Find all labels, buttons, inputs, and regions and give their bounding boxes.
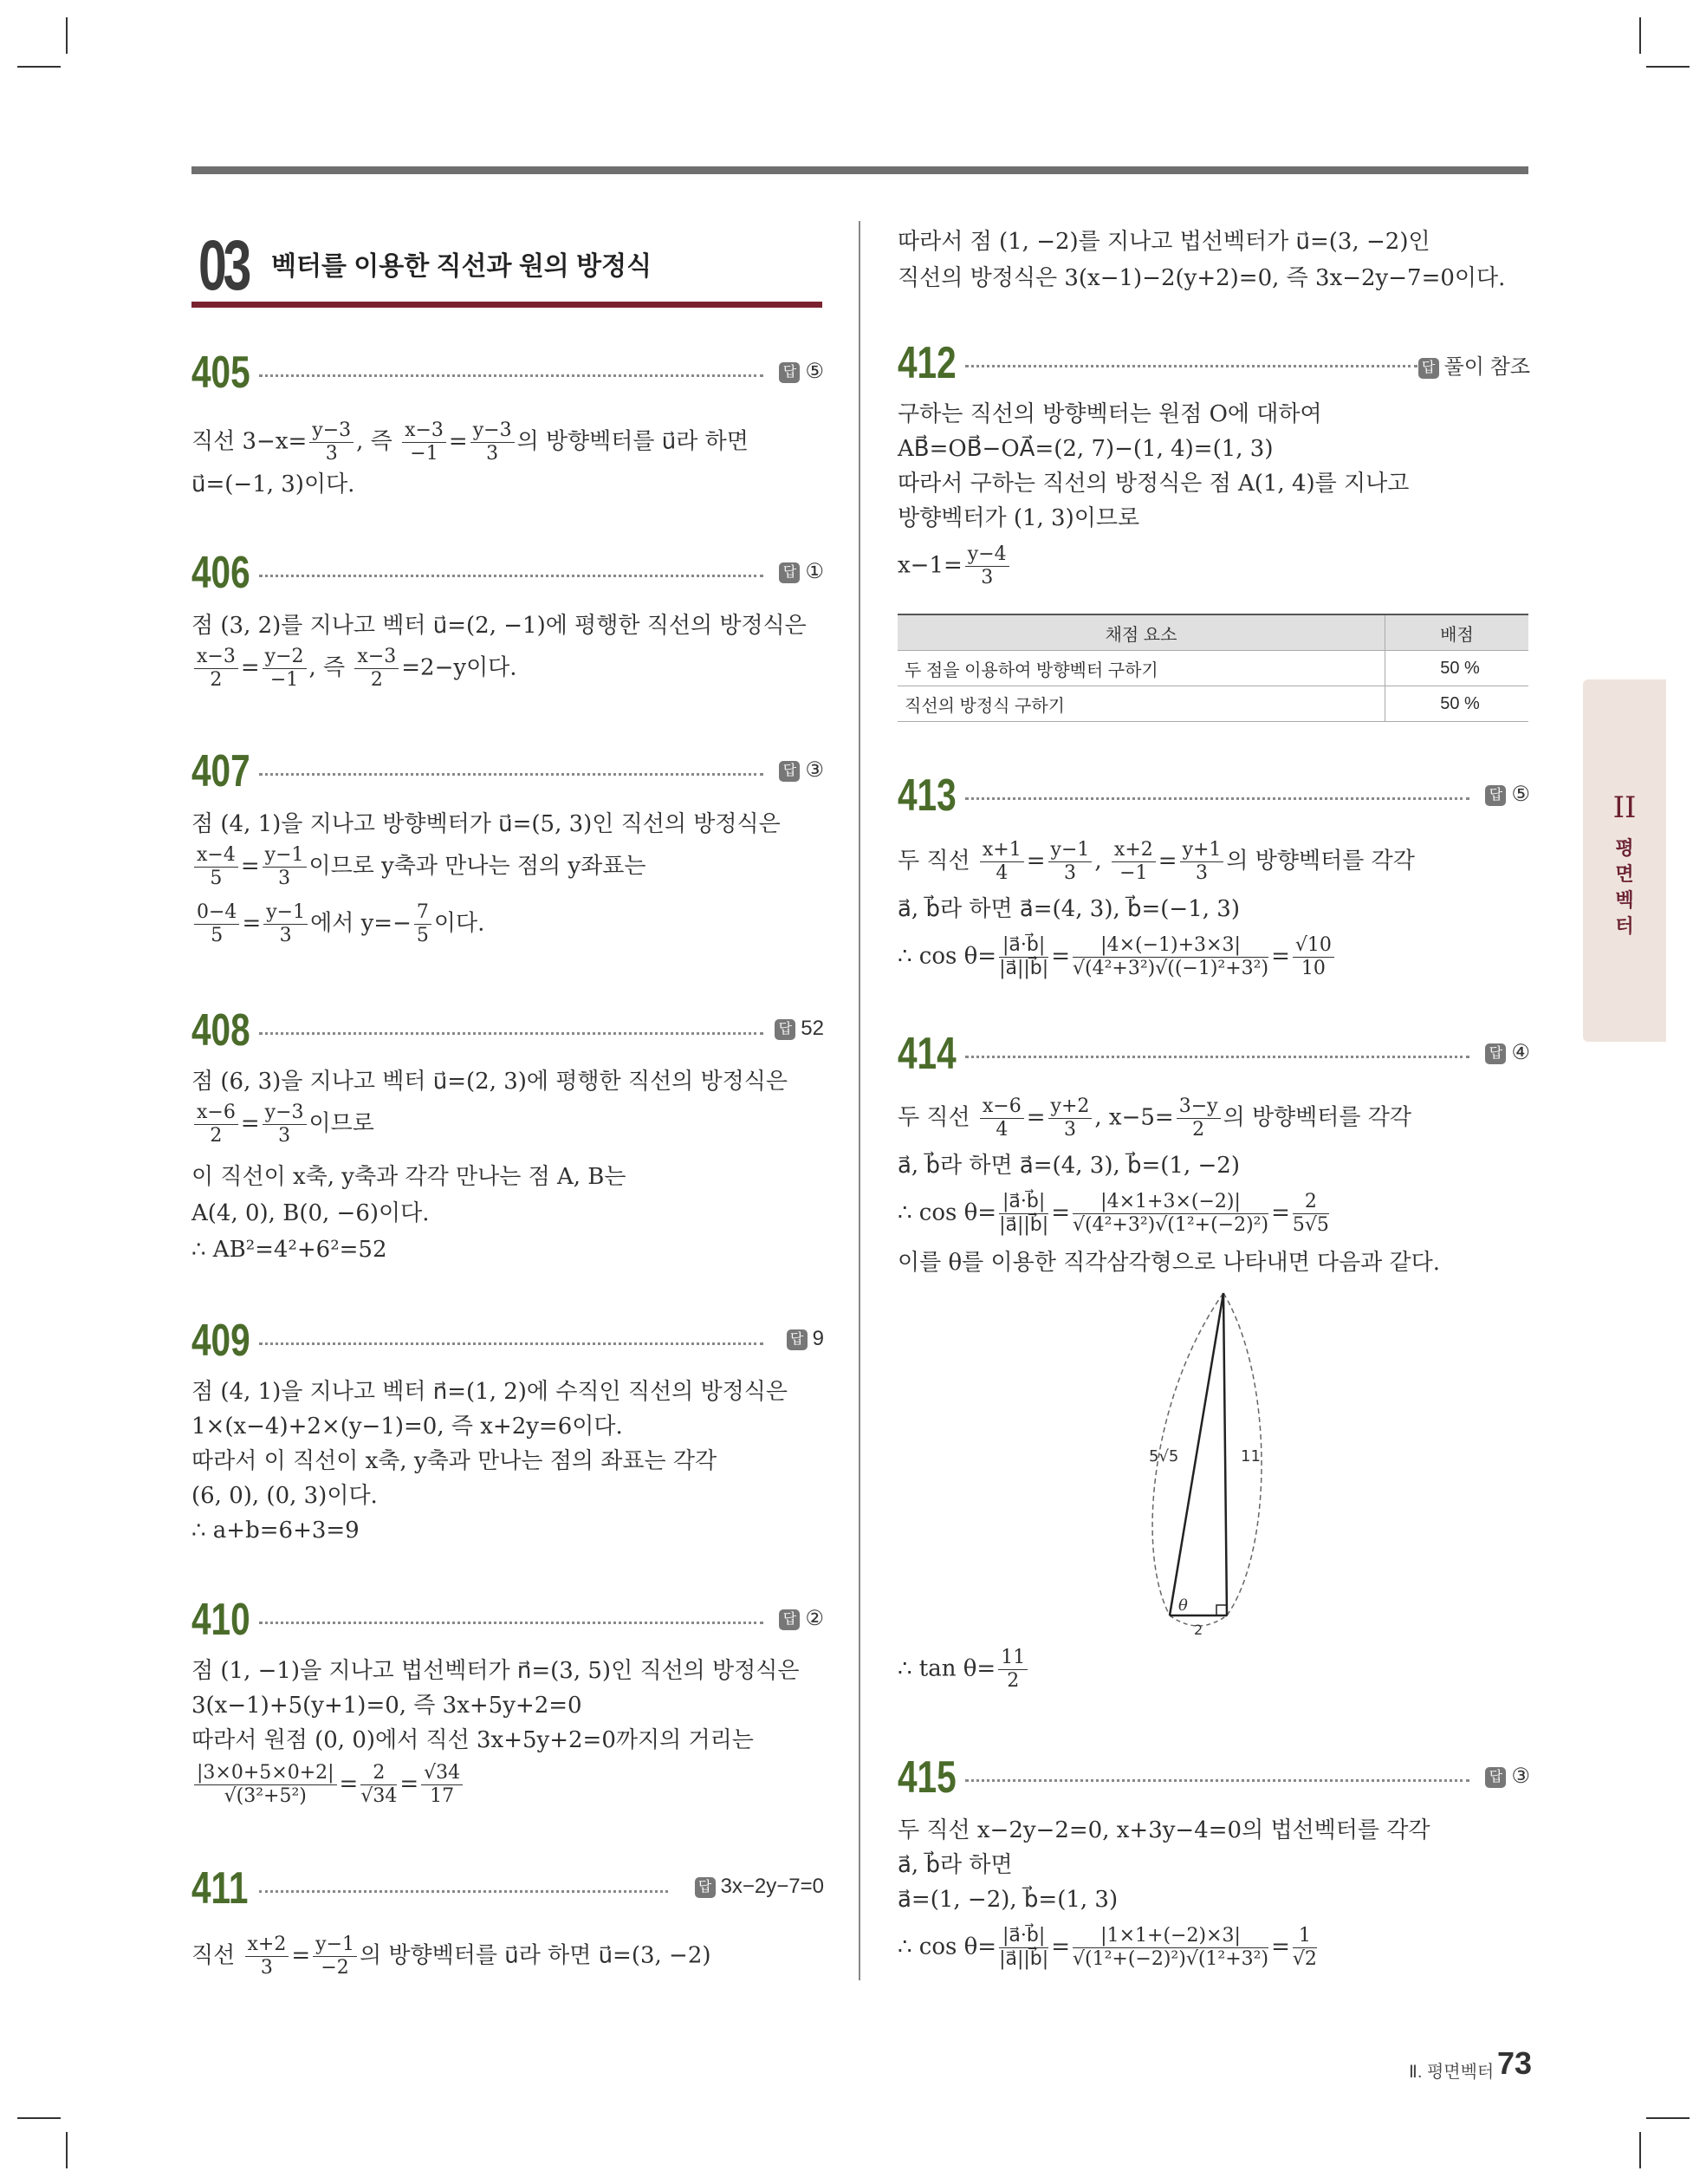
- answer: 답 ②: [779, 1606, 824, 1631]
- label-theta: θ: [1178, 1596, 1188, 1615]
- numerator: x−4: [194, 844, 238, 868]
- fraction: [1048, 839, 1093, 885]
- answer-badge-icon: 답: [1418, 358, 1439, 379]
- fraction: [470, 419, 515, 465]
- fraction: [998, 1647, 1028, 1693]
- solution-line: u⃗=(−1, 3)이다.: [191, 471, 355, 497]
- leader-dots: [259, 374, 763, 377]
- numerator: y−3: [470, 419, 515, 443]
- solution-line: ∴ cos θ= $\frac{|a⃗\cdot b⃗|}{|a⃗||b⃗|}$ = $\frac{|4\times(-1)+3\times 3|}{\text{√(4²+3²)√((−1)²+3²)}}$ = $\frac{√10}{10}$: [898, 934, 1337, 980]
- denominator: 5: [416, 925, 429, 946]
- top-rule: [191, 166, 1528, 174]
- numerator: |a⃗·b⃗|: [999, 934, 1048, 958]
- denominator: 5: [210, 868, 223, 889]
- problem-number: 415: [898, 1752, 957, 1803]
- numerator: |4×(−1)+3×3|: [1073, 934, 1268, 958]
- fraction: [245, 1934, 289, 1979]
- denominator: −2: [321, 1957, 349, 1979]
- fraction: [980, 839, 1024, 885]
- answer-badge-icon: 답: [1485, 785, 1506, 806]
- solution-line: $\frac{|3\times 0+5\times 0+2|}{\text{√(3²+5²)}}$ = $\frac{2}{√34}$ = $\frac{√34}{17}$: [191, 1762, 465, 1808]
- fraction: [402, 419, 446, 465]
- problem-number: 405: [191, 348, 250, 398]
- crop-mark: [1639, 2132, 1641, 2168]
- denominator: 5√5: [1292, 1214, 1329, 1236]
- numerator: 11: [998, 1647, 1028, 1670]
- solution-line: 방향벡터가 (1, 3)이므로: [898, 505, 1140, 531]
- answer: 답 ①: [779, 559, 824, 584]
- numerator: |4×1+3×(−2)|: [1073, 1191, 1268, 1214]
- table-header: 채점 요소: [898, 614, 1385, 651]
- solution-line: 직선 3−x= $\frac{y-3}{3}$ , 즉 $\frac{x-3}{-1}$ = $\frac{y-3}{3}$ 의 방향벡터를 u⃗라 하면: [191, 419, 749, 465]
- label-vertical: 11: [1241, 1447, 1261, 1466]
- solution-line: $\frac{x-3}{2}$ = $\frac{y-2}{-1}$ , 즉 $\frac{x-3}{2}$ =2−y이다.: [191, 646, 517, 692]
- solution-line: a⃗=(1, −2), b⃗=(1, 3): [898, 1887, 1119, 1913]
- answer: 답 ⑤: [1485, 782, 1530, 807]
- numerator: 2: [1293, 1191, 1329, 1214]
- fraction: [1073, 1925, 1268, 1971]
- leader-dots: [259, 1622, 763, 1624]
- problem-number: 410: [191, 1595, 250, 1645]
- fraction: [263, 1102, 307, 1147]
- answer-badge-icon: 답: [1485, 1767, 1506, 1788]
- chapter-side-tab[interactable]: [1583, 679, 1666, 1042]
- fraction: [263, 646, 307, 692]
- vertical-side: [1223, 1293, 1227, 1615]
- chapter-vertical-label: 평 면 벡 터: [1615, 837, 1634, 937]
- numerator: x+1: [980, 839, 1024, 862]
- denominator: 3: [1195, 862, 1208, 884]
- solution-line: (6, 0), (0, 3)이다.: [191, 1483, 378, 1509]
- denominator: |a⃗||b⃗|: [999, 1214, 1049, 1236]
- denominator: 3: [325, 443, 338, 465]
- denominator: √2: [1292, 1948, 1317, 1970]
- denominator: 3: [1063, 1119, 1076, 1141]
- numerator: y+2: [1048, 1095, 1093, 1119]
- solution-line: a⃗, b⃗라 하면 a⃗=(4, 3), b⃗=(1, −2): [898, 1153, 1240, 1179]
- solution-line: 1×(x−4)+2×(y−1)=0, 즉 x+2y=6이다.: [191, 1414, 623, 1440]
- solution-line: 두 직선 x−2y−2=0, x+3y−4=0의 법선벡터를 각각: [898, 1817, 1430, 1843]
- solution-line: 두 직선 $\frac{x+1}{4}$ = $\frac{y-1}{3}$ , $\frac{x+2}{-1}$ = $\frac{y+1}{3}$ 의 방향벡터를 각각: [898, 839, 1415, 884]
- numerator: x−3: [354, 646, 399, 669]
- fraction: [1177, 1095, 1221, 1141]
- fraction: [194, 901, 239, 947]
- problem-number: 413: [898, 770, 957, 821]
- numerator: 0−4: [194, 901, 239, 925]
- fraction: [1180, 839, 1224, 885]
- denominator: −1: [410, 443, 438, 465]
- numerator: y−1: [263, 901, 308, 925]
- problem-number: 414: [898, 1029, 957, 1079]
- leader-dots: [965, 1056, 1469, 1058]
- numerator: y−1: [313, 1934, 357, 1957]
- fraction: [999, 1191, 1048, 1237]
- leader-dots: [965, 365, 1417, 367]
- denominator: 3: [260, 1957, 273, 1979]
- numerator: x+2: [1112, 839, 1156, 862]
- numerator: 7: [414, 901, 431, 925]
- denominator: −1: [1119, 862, 1148, 884]
- answer-badge-icon: 답: [779, 362, 800, 383]
- solution-line: 직선의 방정식은 3(x−1)−2(y+2)=0, 즉 3x−2y−7=0이다.: [898, 265, 1506, 291]
- label-hypotenuse: 5√5: [1149, 1447, 1179, 1466]
- solution-line: 따라서 구하는 직선의 방정식은 점 A(1, 4)를 지나고: [898, 471, 1410, 497]
- denominator: 3: [278, 1125, 291, 1147]
- problem-number: 411: [191, 1863, 249, 1914]
- fraction: [1293, 1191, 1329, 1237]
- column-divider: [859, 221, 860, 1980]
- solution-line: 구하는 직선의 방향벡터는 원점 O에 대하여: [898, 401, 1322, 427]
- section-header: [191, 227, 822, 308]
- fraction: [194, 646, 238, 692]
- solution-line: A(4, 0), B(0, −6)이다.: [191, 1200, 430, 1226]
- numerator: |a⃗·b⃗|: [999, 1925, 1048, 1948]
- fraction: [1073, 934, 1268, 980]
- solution-line: ∴ cos θ= $\frac{|a⃗\cdot b⃗|}{|a⃗||b⃗|}$ = $\frac{|1\times 1+(-2)\times 3|}{\text{√(1²+(−2)²)√(1²+3²)}}$ = $\frac{1}{√2}$: [898, 1925, 1317, 1970]
- solution-line: ∴ a+b=6+3=9: [191, 1518, 360, 1544]
- answer-badge-icon: 답: [779, 562, 800, 583]
- chapter-roman-numeral: II: [1612, 790, 1637, 825]
- fraction: [1293, 934, 1334, 980]
- denominator: 3: [279, 925, 292, 946]
- solution-line: ∴ tan θ= $\frac{11}{2}$: [898, 1647, 1030, 1693]
- denominator: 17: [430, 1785, 455, 1807]
- numerator: 1: [1293, 1925, 1317, 1948]
- denominator: 2: [210, 669, 223, 691]
- right-angle-mark: [1216, 1605, 1227, 1615]
- table-row: 직선의 방정식 구하기 50 %: [898, 686, 1528, 722]
- denominator: √34: [360, 1785, 398, 1807]
- denominator: 3: [981, 567, 994, 588]
- problem-number: 412: [898, 338, 957, 388]
- answer: 답 풀이 참조: [1418, 349, 1530, 380]
- denominator: 3: [278, 868, 291, 889]
- problem-number: 408: [191, 1005, 250, 1056]
- denominator: |a⃗||b⃗|: [999, 958, 1049, 979]
- solution-line: a⃗, b⃗라 하면: [898, 1852, 1013, 1878]
- leader-dots: [259, 1032, 763, 1035]
- answer-badge-icon: 답: [779, 1609, 800, 1630]
- solution-line: 두 직선 $\frac{x-6}{4}$ = $\frac{y+2}{3}$ , x−5= $\frac{3-y}{2}$ 의 방향벡터를 각각: [898, 1095, 1412, 1141]
- leader-dots: [259, 773, 763, 776]
- solution-line: $\frac{0-4}{5}$ = $\frac{y-1}{3}$ 에서 y=− $\frac{7}{5}$ 이다.: [191, 901, 484, 947]
- answer: 답 3x−2y−7=0: [695, 1875, 824, 1899]
- solution-line: a⃗, b⃗라 하면 a⃗=(4, 3), b⃗=(−1, 3): [898, 896, 1240, 922]
- solution-line: 따라서 점 (1, −2)를 지나고 법선벡터가 u⃗=(3, −2)인: [898, 229, 1430, 255]
- numerator: y−3: [309, 419, 354, 443]
- leader-dots: [259, 1890, 668, 1893]
- numerator: y−4: [965, 543, 1009, 567]
- numerator: y−1: [1048, 839, 1093, 862]
- fraction: [999, 1925, 1048, 1971]
- solution-line: $\frac{x-4}{5}$ = $\frac{y-1}{3}$ 이므로 y축과 만나는 점의 y좌표는: [191, 844, 645, 890]
- crop-mark: [66, 17, 68, 54]
- numerator: x−3: [402, 419, 446, 443]
- fraction: [965, 543, 1009, 589]
- problem-number: 407: [191, 746, 250, 796]
- denominator: √(3²+5²): [224, 1785, 307, 1807]
- denominator: 2: [370, 669, 383, 691]
- numerator: x−3: [194, 646, 238, 669]
- numerator: x−6: [194, 1102, 238, 1125]
- solution-line: 점 (4, 1)을 지나고 방향벡터가 u⃗=(5, 3)인 직선의 방정식은: [191, 811, 781, 837]
- numerator: √34: [421, 1762, 463, 1785]
- solution-line: x−1= $\frac{y-4}{3}$: [898, 543, 1012, 589]
- solution-line: 따라서 이 직선이 x축, y축과 만나는 점의 좌표는 각각: [191, 1448, 717, 1474]
- answer: 답 ③: [779, 757, 824, 783]
- numerator: |1×1+(−2)×3|: [1073, 1925, 1268, 1948]
- fraction: [421, 1762, 463, 1808]
- crop-mark: [66, 2132, 68, 2168]
- numerator: x−6: [980, 1095, 1024, 1119]
- denominator: √(1²+(−2)²)√(1²+3²): [1072, 1948, 1269, 1970]
- answer-badge-icon: 답: [695, 1877, 716, 1898]
- fraction: [263, 901, 308, 947]
- solution-line: 3(x−1)+5(y+1)=0, 즉 3x+5y+2=0: [191, 1693, 582, 1719]
- numerator: |3×0+5×0+2|: [194, 1762, 337, 1785]
- fraction: [1048, 1095, 1093, 1141]
- numerator: 2: [360, 1762, 397, 1785]
- denominator: 5: [211, 925, 224, 946]
- right-triangle-figure: [1144, 1290, 1317, 1636]
- leader-dots: [259, 575, 763, 577]
- numerator: x+2: [245, 1934, 289, 1957]
- solution-line: 점 (4, 1)을 지나고 벡터 n⃗=(1, 2)에 수직인 직선의 방정식은: [191, 1379, 788, 1405]
- crop-mark: [1646, 66, 1690, 68]
- numerator: |a⃗·b⃗|: [999, 1191, 1048, 1214]
- label-base: 2: [1194, 1622, 1203, 1636]
- crop-mark: [1646, 2117, 1690, 2119]
- numerator: 3−y: [1177, 1095, 1221, 1119]
- solution-line: 점 (1, −1)을 지나고 법선벡터가 n⃗=(3, 5)인 직선의 방정식은: [191, 1658, 800, 1684]
- numerator: y−3: [263, 1102, 307, 1125]
- fraction: [194, 1762, 337, 1808]
- answer: 답 52: [775, 1017, 824, 1041]
- solution-line: 직선 $\frac{x+2}{3}$ = $\frac{y-1}{-2}$ 의 방향벡터를 u⃗라 하면 u⃗=(3, −2): [191, 1934, 711, 1979]
- solution-line: 점 (6, 3)을 지나고 벡터 u⃗=(2, 3)에 평행한 직선의 방정식은: [191, 1069, 788, 1095]
- fraction: [414, 901, 431, 947]
- answer: 답 ③: [1485, 1764, 1530, 1789]
- solution-line: 이 직선이 x축, y축과 각각 만나는 점 A, B는: [191, 1164, 626, 1190]
- crop-mark: [17, 2117, 61, 2119]
- section-title: 벡터를 이용한 직선과 원의 방정식: [271, 252, 652, 281]
- fraction: [980, 1095, 1024, 1141]
- answer: 답 ⑤: [779, 359, 824, 384]
- fraction: [354, 646, 399, 692]
- numerator: √10: [1293, 934, 1334, 958]
- solution-line: ∴ AB²=4²+6²=52: [191, 1237, 387, 1263]
- solution-line: 이를 θ를 이용한 직각삼각형으로 나타내면 다음과 같다.: [898, 1250, 1441, 1276]
- denominator: −1: [269, 669, 299, 691]
- solution-line: 점 (3, 2)를 지나고 벡터 u⃗=(2, −1)에 평행한 직선의 방정식은: [191, 613, 807, 639]
- footer-chapter: Ⅱ. 평면벡터: [1409, 2063, 1495, 2082]
- denominator: 3: [486, 443, 499, 465]
- answer: 답 ④: [1485, 1040, 1530, 1065]
- numerator: y−2: [263, 646, 307, 669]
- fraction: [313, 1934, 357, 1979]
- denominator: 4: [996, 862, 1009, 884]
- answer-badge-icon: 답: [775, 1019, 795, 1040]
- denominator: 4: [996, 1119, 1009, 1141]
- answer-badge-icon: 답: [779, 761, 800, 782]
- denominator: √(4²+3²)√((−1)²+3²): [1072, 958, 1269, 979]
- answer: 답 9: [787, 1327, 824, 1351]
- leader-dots: [259, 1342, 763, 1345]
- fraction: [1073, 1191, 1268, 1237]
- page-number: 73: [1497, 2045, 1533, 2081]
- table-row: 두 점을 이용하여 방향벡터 구하기 50 %: [898, 651, 1528, 686]
- fraction: [309, 419, 354, 465]
- denominator: 10: [1301, 958, 1326, 979]
- problem-number: 409: [191, 1316, 250, 1366]
- answer-badge-icon: 답: [1485, 1043, 1506, 1064]
- fraction: [1293, 1925, 1317, 1971]
- fraction: [360, 1762, 397, 1808]
- crop-mark: [17, 66, 61, 68]
- solution-line: 따라서 원점 (0, 0)에서 직선 3x+5y+2=0까지의 거리는: [191, 1727, 754, 1753]
- leader-dots: [965, 1779, 1469, 1782]
- fraction: [194, 844, 238, 890]
- fraction: [263, 844, 307, 890]
- numerator: y−1: [263, 844, 307, 868]
- section-number: 03: [198, 226, 249, 305]
- denominator: 2: [210, 1125, 223, 1147]
- fraction: [194, 1102, 238, 1147]
- fraction: [1112, 839, 1156, 885]
- leader-dots: [965, 797, 1469, 800]
- denominator: 2: [1192, 1119, 1205, 1141]
- denominator: 2: [1007, 1670, 1020, 1692]
- solution-line: ∴ cos θ= $\frac{|a⃗\cdot b⃗|}{|a⃗||b⃗|}$ = $\frac{|4\times 1+3\times(-2)|}{\text{√(4²+3²)√(1²+(−2)²)}}$ = $\frac{2}{5√5}$: [898, 1191, 1329, 1236]
- numerator: y+1: [1180, 839, 1224, 862]
- table-header: 배점: [1385, 614, 1529, 651]
- denominator: 3: [1063, 862, 1076, 884]
- fraction: [999, 934, 1048, 980]
- crop-mark: [1639, 17, 1641, 54]
- denominator: |a⃗||b⃗|: [999, 1948, 1049, 1970]
- scoring-table: [898, 614, 1528, 722]
- denominator: √(4²+3²)√(1²+(−2)²): [1072, 1214, 1269, 1236]
- problem-number: 406: [191, 548, 250, 598]
- solution-line: $\frac{x-6}{2}$ = $\frac{y-3}{3}$ 이므로: [191, 1102, 374, 1147]
- solution-line: AB⃗=OB⃗−OA⃗=(2, 7)−(1, 4)=(1, 3): [898, 436, 1274, 462]
- answer-badge-icon: 답: [787, 1329, 808, 1350]
